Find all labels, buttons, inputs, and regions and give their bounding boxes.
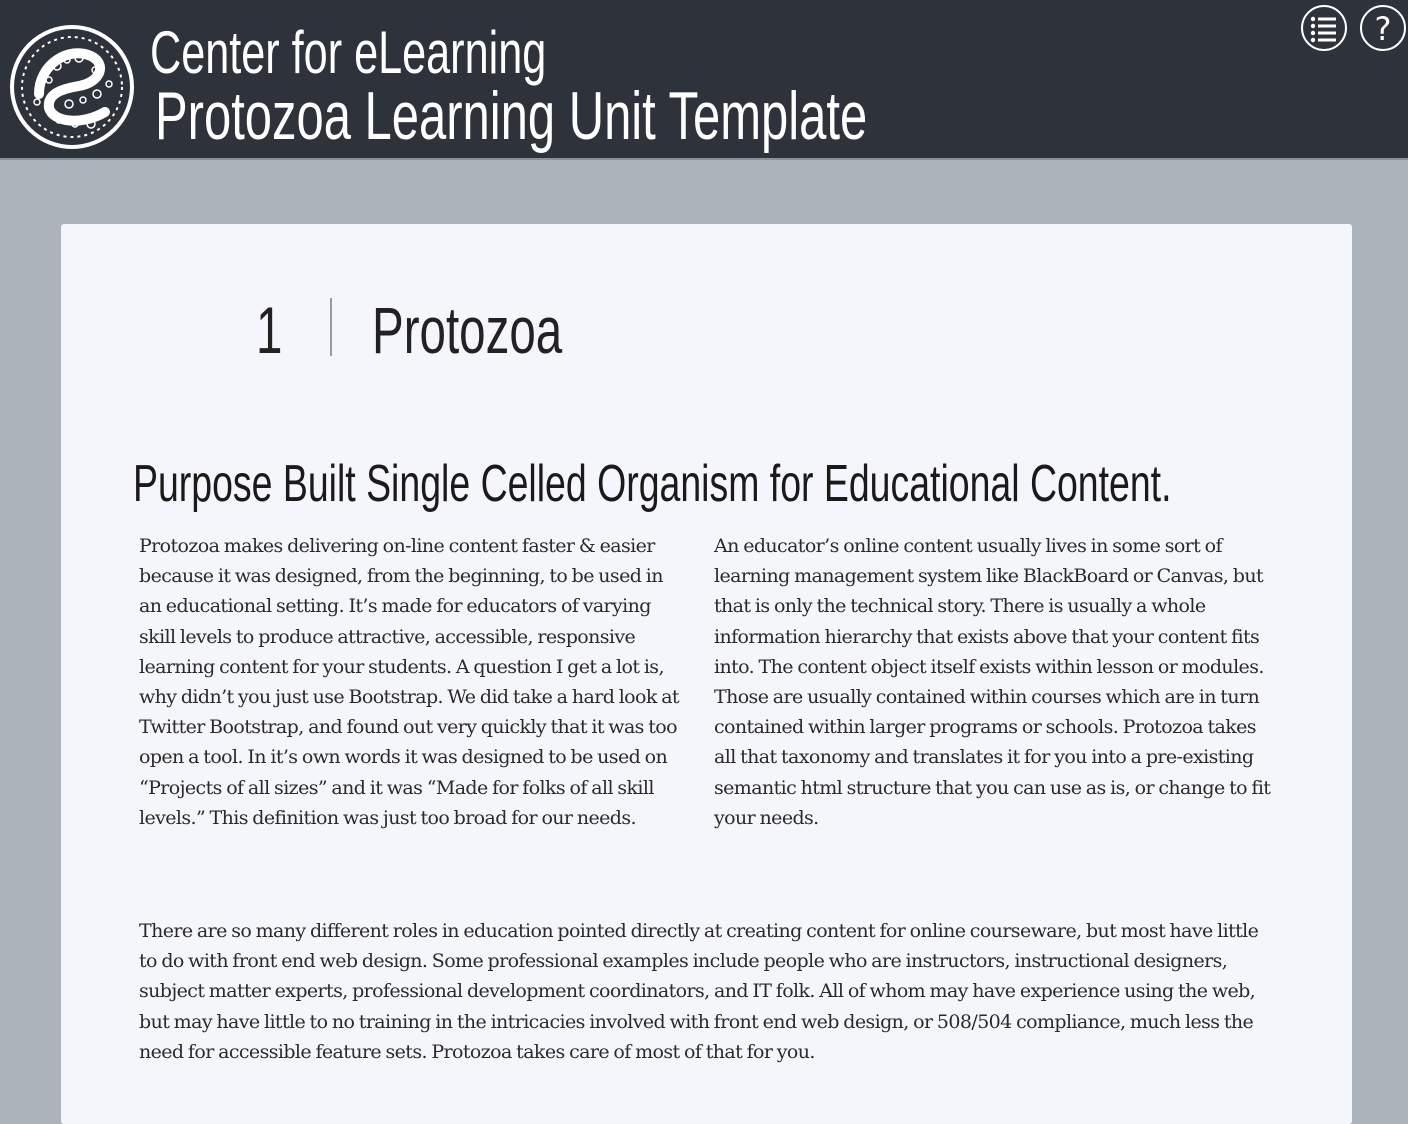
site-header xyxy=(0,0,1408,160)
list-menu-icon xyxy=(1303,7,1345,49)
help-question-icon xyxy=(1362,7,1404,49)
help-glyph: ? xyxy=(1374,10,1392,48)
paragraph-left: Protozoa makes delivering on-line content faster & easier because it was designed, from the beginning, to be used in an educational setting. It’s made for educators of varying skill levels to produce attractive, accessible, responsive learning content for your students. A question I get a lot is, why didn’t you just use Bootstrap. We did take a hard look at Twitter Bootstrap, and found out very quickly that it was too open a tool. In it’s own words it was designed to be used on “Projects of all sizes” and it was “Made for folks of all skill levels.” This definition was just too broad for our needs. xyxy=(139,535,679,829)
protozoa-logo-icon[interactable] xyxy=(9,24,135,150)
site-title: Center for eLearning xyxy=(150,19,547,86)
chapter-title: Protozoa xyxy=(372,293,563,367)
paragraph-right: An educator’s online content usually lives in some sort of learning management system like BlackBoard or Canvas, but that is only the technical story. There is usually a whole information hierarchy that exists above that your content fits into. The content object itself exists within lesson or modules. Those are usually contained within courses which are in turn contained within larger programs or schools. Protozoa takes all that taxonomy and translates it for you into a pre-existing semantic html structure that you can use as is, or change to fit your needs. xyxy=(714,535,1271,829)
content-card xyxy=(61,224,1352,1124)
chapter-divider xyxy=(330,298,332,356)
help-button[interactable] xyxy=(1360,5,1406,51)
chapter-number: 1 xyxy=(256,293,283,367)
unit-title: Protozoa Learning Unit Template xyxy=(155,78,868,154)
paragraph-full: There are so many different roles in education pointed directly at creating content for online courseware, but most have little to do with front end web design. Some professional examples include people who are instructors, instructional designers, subject matter experts, professional development coordinators, and IT folk. All of whom may have experience using the web, but may have little to no training in the intricacies involved with front end web design, or 508/504 compliance, much less the need for accessible feature sets. Protozoa takes care of most of that for you. xyxy=(139,920,1259,1063)
menu-button[interactable] xyxy=(1301,5,1347,51)
section-heading: Purpose Built Single Celled Organism for Educational Content. xyxy=(133,455,1172,513)
